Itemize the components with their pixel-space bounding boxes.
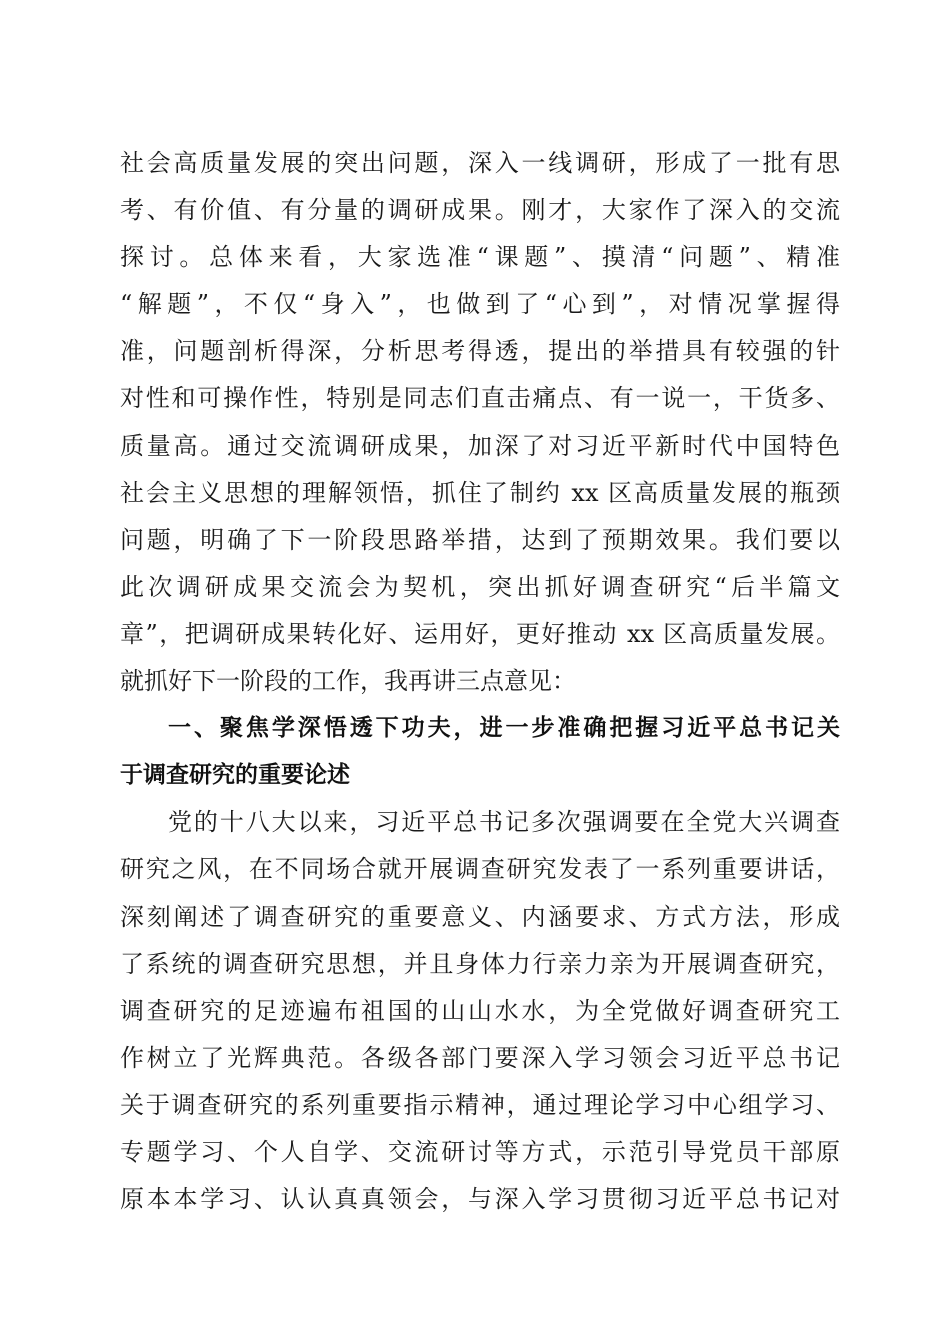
paragraph-2	[120, 799, 840, 1223]
text-line: 作树立了光辉典范。各级各部门要深入学习领会习近平总书记	[120, 1043, 840, 1072]
text-line: 就抓好下一阶段的工作，我再讲三点意见：	[120, 667, 576, 696]
text-line: 专题学习、个人自学、交流研讨等方式，示范引导党员干部原	[120, 1137, 840, 1166]
text-line: 质量高。通过交流调研成果，加深了对习近平新时代中国特色	[120, 431, 840, 460]
text-line: 准，问题剖析得深，分析思考得透，提出的举措具有较强的针	[120, 337, 840, 366]
text-line: 对性和可操作性，特别是同志们直击痛点、有一说一，干货多、	[120, 384, 840, 413]
heading-line: 一、聚焦学深悟透下功夫，进一步准确把握习近平总书记关	[168, 715, 840, 742]
section-heading-1	[120, 705, 840, 799]
text-line: “解题”，不仅“身入”，也做到了“心到”，对情况掌握得	[120, 290, 840, 319]
text-line: 考、有价值、有分量的调研成果。刚才，大家作了深入的交流	[120, 196, 840, 225]
text-line: 深刻阐述了调查研究的重要意义、内涵要求、方式方法，形成	[120, 902, 840, 931]
text-line: 社会主义思想的理解领悟，抓住了制约 xx 区高质量发展的瓶颈	[120, 478, 840, 507]
text-line: 党的十八大以来，习近平总书记多次强调要在全党大兴调查	[168, 808, 840, 837]
text-line: 探讨。总体来看，大家选准“课题”、摸清“问题”、精准	[120, 243, 840, 272]
heading-line: 于调查研究的重要论述	[120, 762, 350, 789]
text-line: 了系统的调查研究思想，并且身体力行亲力亲为开展调查研究，	[120, 949, 840, 978]
text-line: 关于调查研究的系列重要指示精神，通过理论学习中心组学习、	[120, 1090, 840, 1119]
text-line: 问题，明确了下一阶段思路举措，达到了预期效果。我们要以	[120, 525, 840, 554]
text-line: 原本本学习、认认真真领会，与深入学习贯彻习近平总书记对	[120, 1185, 840, 1214]
text-line: 研究之风，在不同场合就开展调查研究发表了一系列重要讲话，	[120, 855, 840, 884]
paragraph-1	[120, 140, 840, 705]
text-line: 此次调研成果交流会为契机，突出抓好调查研究“后半篇文	[120, 572, 840, 601]
text-line: 章”，把调研成果转化好、运用好，更好推动 xx 区高质量发展。	[120, 619, 840, 648]
document-body	[120, 140, 840, 1223]
text-line: 调查研究的足迹遍布祖国的山山水水，为全党做好调查研究工	[120, 996, 840, 1025]
text-line: 社会高质量发展的突出问题，深入一线调研，形成了一批有思	[120, 149, 840, 177]
